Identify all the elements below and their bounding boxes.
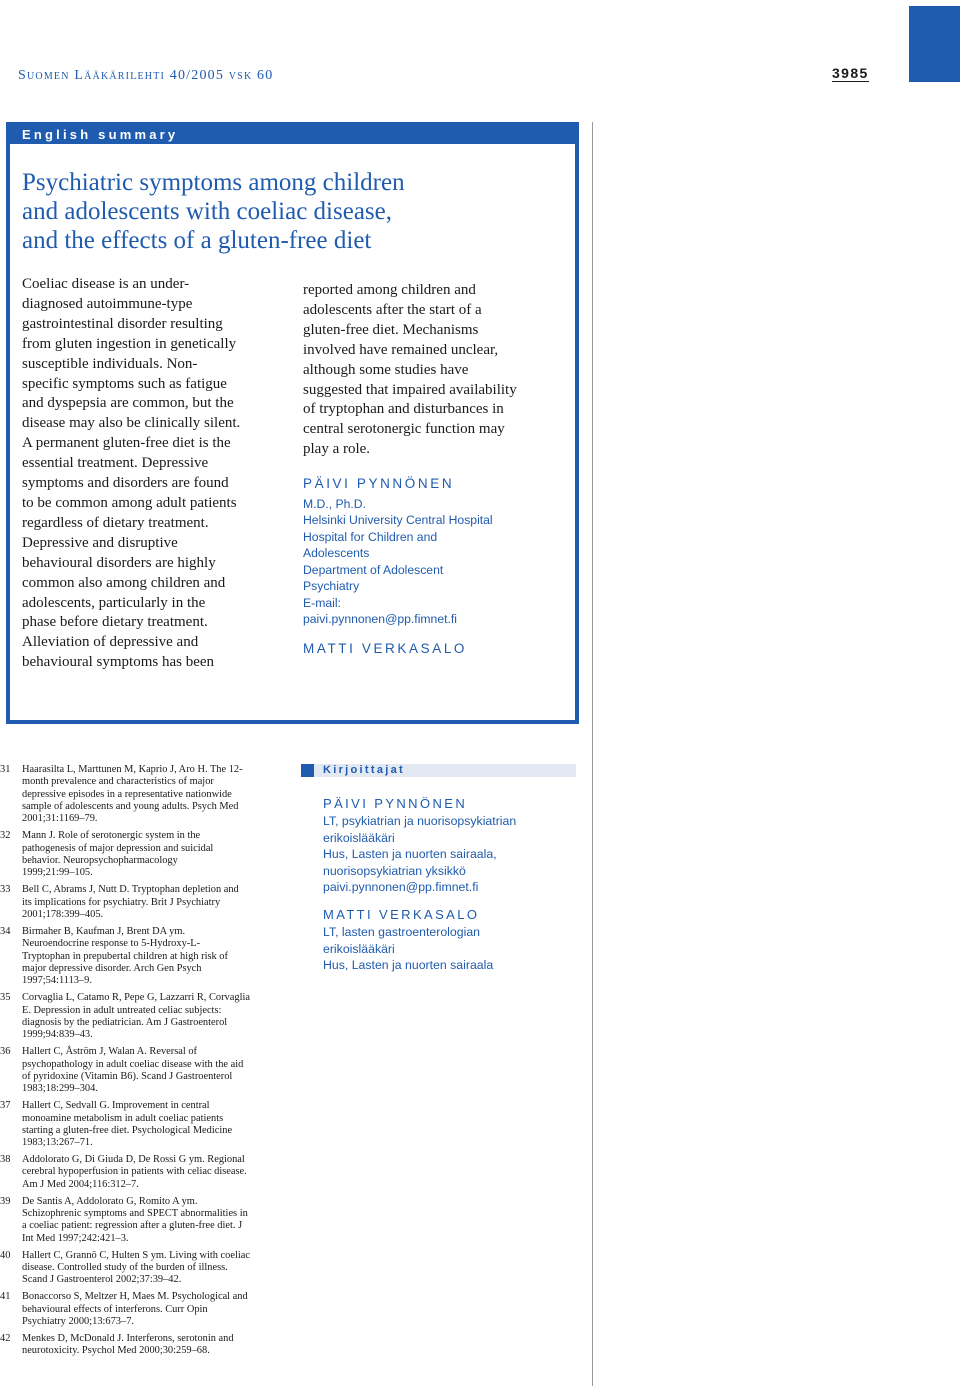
- reference-item: [0, 926, 275, 988]
- affiliation-line: Department of Adolescent: [303, 562, 444, 577]
- summary-line: suggested that impaired availability: [303, 381, 517, 398]
- reference-line: Neuroendocrine response to 5-Hydroxy-L-: [22, 938, 201, 950]
- reference-line: Corvaglia L, Catamo R, Pepe G, Lazzarri R, Corvaglia: [22, 992, 250, 1004]
- summary-line: play a role.: [303, 441, 371, 458]
- reference-line: Bell C, Abrams J, Nutt D. Tryptophan depletion and: [22, 884, 239, 896]
- reference-line: sample of adolescents and young adults. Psych Med: [22, 801, 239, 813]
- reference-line: Haarasilta L, Marttunen M, Kaprio J, Aro H. The 12-: [22, 764, 243, 775]
- summary-line: behavioural disorders are highly: [22, 554, 216, 571]
- reference-line: month prevalence and characteristics of major: [22, 776, 214, 788]
- author-line: erikoislääkäri: [323, 830, 395, 845]
- summary-line: adolescents, particularly in the: [22, 594, 206, 611]
- reference-line: 1983;18:299–304.: [22, 1083, 98, 1095]
- reference-item: [0, 1333, 275, 1358]
- summary-line: diagnosed autoimmune-type: [22, 295, 193, 312]
- english-summary-box: [6, 122, 579, 724]
- summary-line: disease may also be clinically silent.: [22, 415, 241, 432]
- title-line: Psychiatric symptoms among children: [22, 169, 405, 196]
- reference-number: 31: [0, 764, 11, 775]
- affiliation-line: Helsinki University Central Hospital: [303, 513, 493, 528]
- reference-line: disease. Controlled study of the burden of illness.: [22, 1262, 228, 1274]
- summary-line: phase before dietary treatment.: [22, 614, 208, 631]
- reference-number: 41: [0, 1291, 11, 1303]
- reference-line: 1999;21:99–105.: [22, 867, 93, 879]
- reference-line: 1983;13:267–71.: [22, 1137, 93, 1149]
- author-line: Hus, Lasten ja nuorten sairaala,: [323, 847, 497, 862]
- reference-line: Hallert C, Grannö C, Hulten S ym. Living with coeliac: [22, 1249, 250, 1261]
- summary-line: Alleviation of depressive and: [22, 634, 199, 651]
- summary-line: reported among children and: [303, 282, 476, 298]
- summary-author-name: PÄIVI PYNNÖNEN: [303, 476, 455, 492]
- column-divider: [592, 122, 593, 1386]
- author-name: PÄIVI PYNNÖNEN: [323, 796, 468, 811]
- reference-item: [0, 884, 275, 921]
- reference-line: behavioural effects of interferons. Curr Opin: [22, 1303, 208, 1315]
- author-line: Hus, Lasten ja nuorten sairaala: [323, 958, 494, 973]
- affiliation-line: M.D., Ph.D.: [303, 497, 366, 512]
- reference-item: [0, 1100, 275, 1149]
- reference-line: monoamine metabolism in adult coeliac patients: [22, 1112, 224, 1124]
- reference-line: De Santis A, Addolorato G, Romito A ym.: [22, 1195, 198, 1207]
- summary-line: of tryptophan and disturbances in: [303, 401, 504, 418]
- summary-line: central serotonergic function may: [303, 421, 505, 438]
- reference-item: [0, 1196, 275, 1245]
- reference-line: psychopathology in adult coeliac disease with the aid: [22, 1058, 244, 1070]
- summary-line: A permanent gluten-free diet is the: [22, 435, 231, 452]
- reference-number: 33: [0, 884, 11, 896]
- reference-line: Psychiatry 2000;13:673–7.: [22, 1316, 134, 1328]
- summary-line: symptoms and disorders are found: [22, 475, 229, 492]
- summary-line: although some studies have: [303, 361, 469, 378]
- summary-line: involved have remained unclear,: [303, 341, 499, 358]
- reference-line: Bonaccorso S, Meltzer H, Maes M. Psychological and: [22, 1291, 248, 1303]
- page-edge-tab: [909, 6, 960, 82]
- affiliation-line: E-mail:: [303, 595, 341, 610]
- summary-line: behavioural symptoms has been: [22, 654, 215, 671]
- reference-line: 2001;31:1169–79.: [22, 813, 98, 825]
- summary-line: and dyspepsia are common, but the: [22, 395, 234, 412]
- article-title: [22, 168, 562, 255]
- email-link[interactable]: paivi.pynnonen@pp.fimnet.fi: [323, 880, 479, 895]
- affiliation-line: Adolescents: [303, 546, 370, 561]
- reference-line: Scand J Gastroenterol 2002;37:39–42.: [22, 1274, 182, 1286]
- summary-line: specific symptoms such as fatigue: [22, 375, 227, 392]
- reference-number: 38: [0, 1154, 11, 1166]
- reference-number: 42: [0, 1332, 11, 1344]
- summary-left-column: [22, 275, 284, 673]
- reference-line: Schizophrenic symptoms and SPECT abnormalities in: [22, 1208, 248, 1220]
- summary-line: to be common among adult patients: [22, 494, 237, 511]
- email-link[interactable]: paivi.pynnonen@pp.fimnet.fi: [303, 611, 457, 626]
- reference-line: Hallert C, Åström J, Walan A. Reversal of: [22, 1046, 198, 1058]
- page-number: 3985: [832, 65, 869, 81]
- reference-line: pathogenesis of major depression and suicidal: [22, 842, 214, 854]
- reference-item: [0, 764, 275, 826]
- author-entry: [323, 795, 576, 896]
- author-line: LT, psykiatrian ja nuorisopsykiatrian: [323, 814, 517, 828]
- authors-box: [301, 764, 576, 974]
- summary-line: from gluten ingestion in genetically: [22, 335, 237, 352]
- reference-number: 35: [0, 992, 11, 1004]
- reference-item: [0, 1291, 275, 1328]
- reference-number: 34: [0, 925, 11, 937]
- reference-line: Int Med 1997;242:421–3.: [22, 1232, 129, 1244]
- summary-line: regardless of dietary treatment.: [22, 514, 209, 531]
- section-marker: [301, 764, 314, 777]
- summary-line: gluten-free diet. Mechanisms: [303, 321, 479, 338]
- reference-line: 1999;94:839–43.: [22, 1029, 93, 1041]
- reference-line: behavior. Neuropsychopharmacology: [22, 855, 178, 866]
- title-line: and adolescents with coeliac disease,: [22, 198, 392, 225]
- reference-line: Birmaher B, Kaufman J, Brent DA ym.: [22, 925, 186, 937]
- reference-line: starting a gluten-free diet. Psychological Medicine: [22, 1124, 233, 1136]
- reference-line: Hallert C, Sedvall G. Improvement in central: [22, 1100, 210, 1112]
- authors-title: Kirjoittajat: [323, 764, 405, 776]
- author-line: nuorisopsykiatrian yksikkö: [323, 863, 466, 878]
- reference-line: Tryptophan in prepubertal children at high risk of: [22, 950, 228, 962]
- reference-line: neurotoxicity. Psychol Med 2000;30:259–68.: [22, 1345, 210, 1357]
- summary-author-affiliation: [303, 496, 565, 627]
- reference-line: cerebral hypoperfusion in patients with celiac disease.: [22, 1166, 247, 1178]
- reference-item: [0, 1250, 275, 1287]
- reference-line: Addolorato G, Di Giuda D, De Rossi G ym. Regional: [22, 1154, 245, 1166]
- authors-header-band: [301, 764, 576, 777]
- running-head: Suomen Lääkärilehti 40/2005 vsk 60: [18, 68, 274, 83]
- summary-line: common also among children and: [22, 574, 226, 591]
- reference-item: [0, 1046, 275, 1095]
- summary-right-column: [303, 281, 565, 659]
- author-entry: [323, 906, 576, 974]
- summary-line: Coeliac disease is an under-: [22, 276, 190, 292]
- author-line: LT, lasten gastroenterologian: [323, 924, 481, 939]
- reference-number: 32: [0, 830, 11, 842]
- reference-line: Mann J. Role of serotonergic system in the: [22, 830, 201, 842]
- reference-line: Menkes D, McDonald J. Interferons, serotonin and: [22, 1332, 234, 1344]
- summary-line: susceptible individuals. Non-: [22, 355, 198, 372]
- reference-item: [0, 830, 275, 879]
- reference-number: 39: [0, 1195, 11, 1207]
- summary-line: essential treatment. Depressive: [22, 455, 209, 472]
- reference-line: major depressive disorder. Arch Gen Psych: [22, 962, 202, 974]
- summary-author-name: MATTI VERKASALO: [303, 641, 468, 657]
- reference-item: [0, 992, 275, 1041]
- reference-number: 37: [0, 1100, 11, 1112]
- author-name: MATTI VERKASALO: [323, 906, 480, 922]
- title-line: and the effects of a gluten-free diet: [22, 227, 372, 254]
- reference-line: 2001;178:399–405.: [22, 908, 104, 920]
- reference-line: diagnosis by the pediatrician. Am J Gastroenterol: [22, 1016, 228, 1028]
- reference-item: [0, 1154, 275, 1191]
- reference-number: 40: [0, 1249, 11, 1261]
- reference-line: Am J Med 2004;116:312–7.: [22, 1178, 139, 1190]
- reference-line: depressive episodes in a representative nationwide: [22, 788, 232, 800]
- affiliation-line: Psychiatry: [303, 579, 360, 594]
- author-line: erikoislääkäri: [323, 941, 395, 956]
- reference-line: its implications for psychiatry. Brit J Psychiatry: [22, 896, 221, 908]
- summary-header-band: [10, 126, 575, 144]
- reference-list: [0, 764, 275, 1362]
- summary-line: adolescents after the start of a: [303, 301, 482, 318]
- reference-line: of pyridoxine (Vitamin B6). Scand J Gastroenterol: [22, 1070, 233, 1082]
- summary-band-title: English summary: [22, 127, 179, 142]
- summary-line: gastrointestinal disorder resulting: [22, 315, 223, 332]
- affiliation-line: Hospital for Children and: [303, 529, 438, 544]
- reference-line: a coeliac patient: regression after a gluten-free diet. J: [22, 1220, 243, 1232]
- summary-line: Depressive and disruptive: [22, 534, 178, 551]
- reference-line: 1997;54:1113–9.: [22, 975, 92, 987]
- reference-line: E. Depression in adult untreated celiac subjects:: [22, 1004, 222, 1016]
- reference-number: 36: [0, 1046, 11, 1058]
